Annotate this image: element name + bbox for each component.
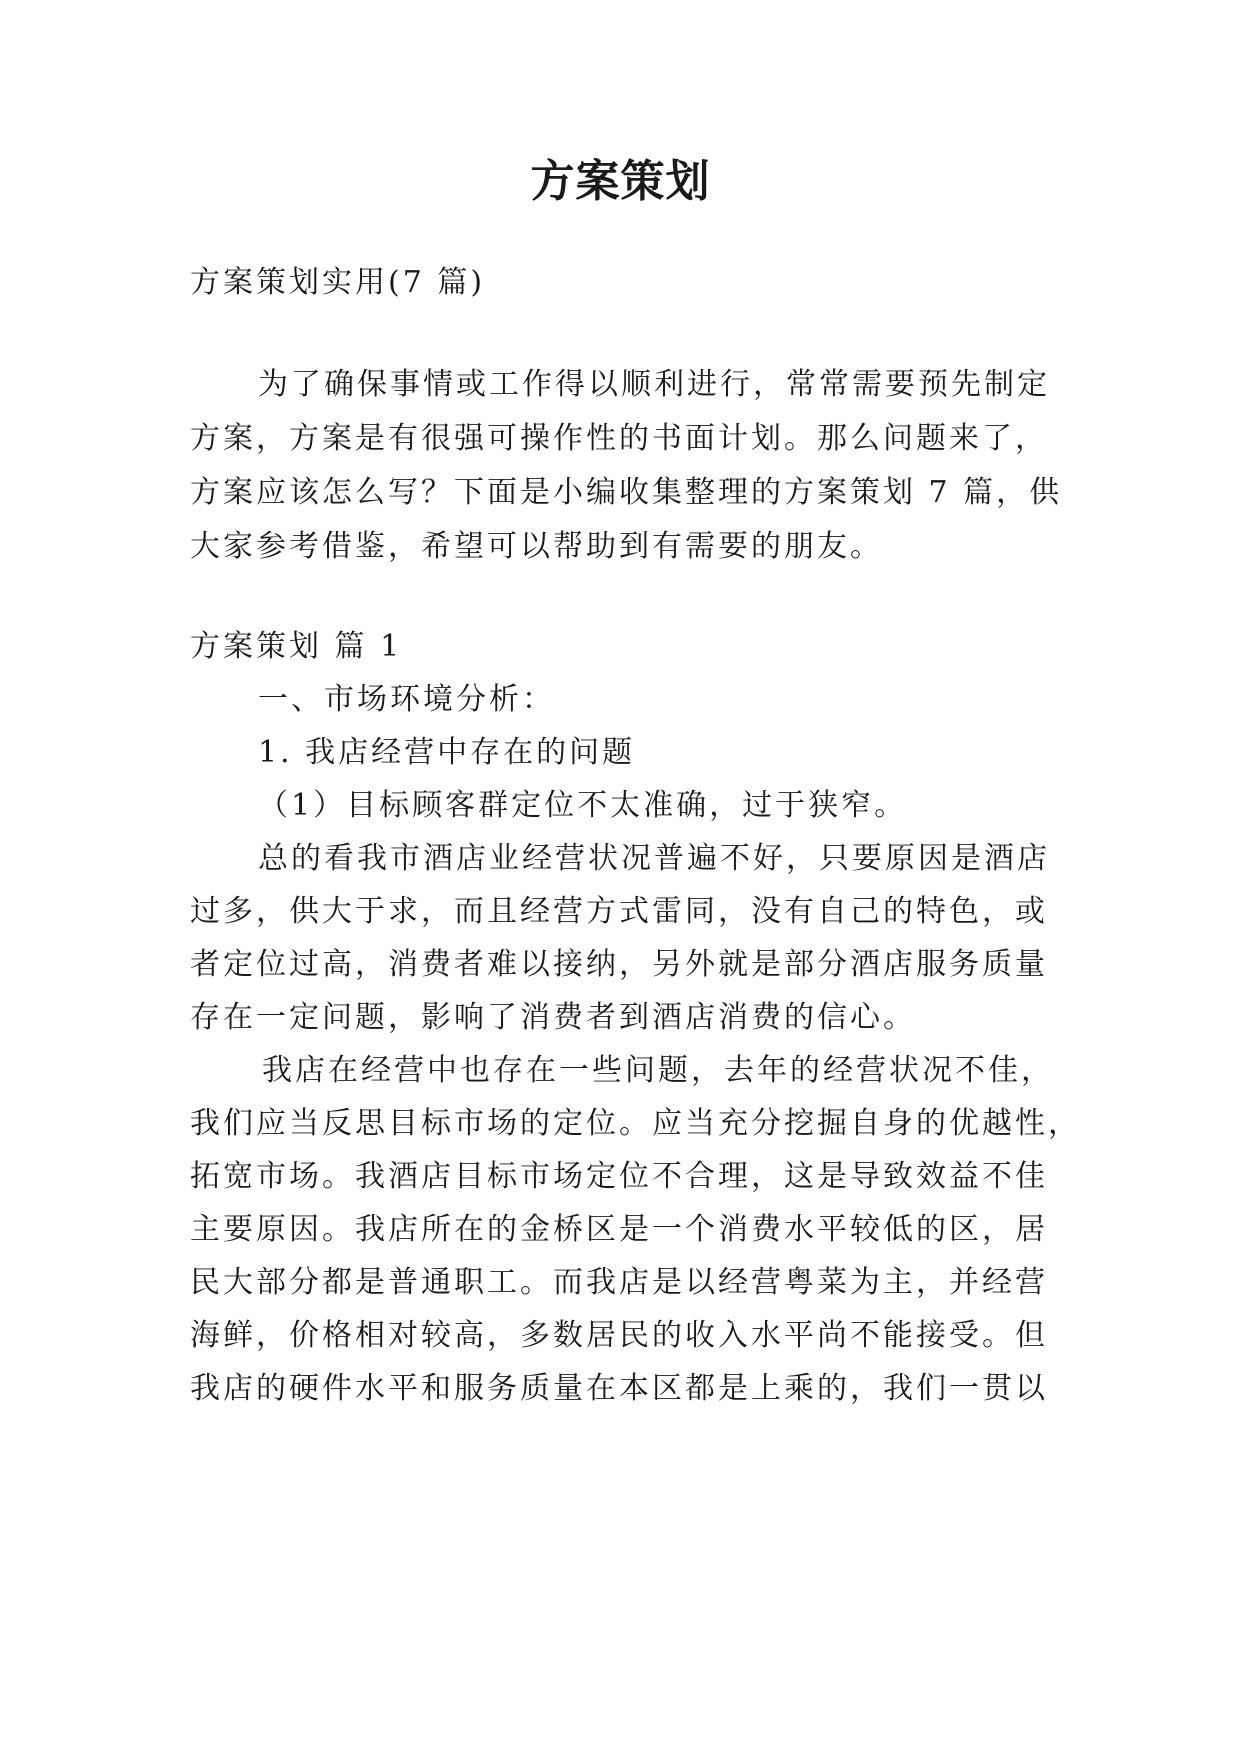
heading-level-3: （1）目标顾客群定位不太准确，过于狭窄。 — [258, 788, 908, 823]
heading-level-1: 一、市场环境分析： — [258, 682, 555, 717]
heading-level-2: 1. 我店经营中存在的问题 — [258, 735, 636, 770]
intro-line: 方案应该怎么写？下面是小编收集整理的方案策划 7 篇，供 — [190, 475, 1063, 510]
paragraph-line: 主要原因。我店所在的金桥区是一个消费水平较低的区，居 — [190, 1212, 1048, 1247]
paragraph-line: 者定位过高，消费者难以接纳，另外就是部分酒店服务质量 — [190, 947, 1048, 982]
paragraph-line: 拓宽市场。我酒店目标市场定位不合理，这是导致效益不佳 — [190, 1159, 1048, 1194]
intro-line: 方案，方案是有很强可操作性的书面计划。那么问题来了， — [190, 421, 1048, 456]
paragraph-line: 海鲜，价格相对较高，多数居民的收入水平尚不能接受。但 — [190, 1318, 1048, 1353]
document-subtitle: 方案策划实用(7 篇) — [190, 265, 486, 300]
intro-line: 为了确保事情或工作得以顺利进行，常常需要预先制定 — [258, 367, 1050, 402]
document-title: 方案策划 — [530, 156, 711, 207]
paragraph-line: 我店的硬件水平和服务质量在本区都是上乘的，我们一贯以 — [190, 1371, 1048, 1406]
paragraph-line: 我们应当反思目标市场的定位。应当充分挖掘自身的优越性， — [190, 1106, 1081, 1141]
paragraph-line: 存在一定问题，影响了消费者到酒店消费的信心。 — [190, 1000, 916, 1035]
paragraph-line: 民大部分都是普通职工。而我店是以经营粤菜为主，并经营 — [190, 1265, 1048, 1300]
intro-line: 大家参考借鉴，希望可以帮助到有需要的朋友。 — [190, 529, 883, 564]
paragraph-line: 过多，供大于求，而且经营方式雷同，没有自己的特色，或 — [190, 894, 1048, 929]
section-heading: 方案策划 篇 1 — [190, 629, 403, 664]
paragraph-line: 总的看我市酒店业经营状况普遍不好，只要原因是酒店 — [258, 841, 1050, 876]
paragraph-line: 我店在经营中也存在一些问题，去年的经营状况不佳， — [262, 1053, 1054, 1088]
